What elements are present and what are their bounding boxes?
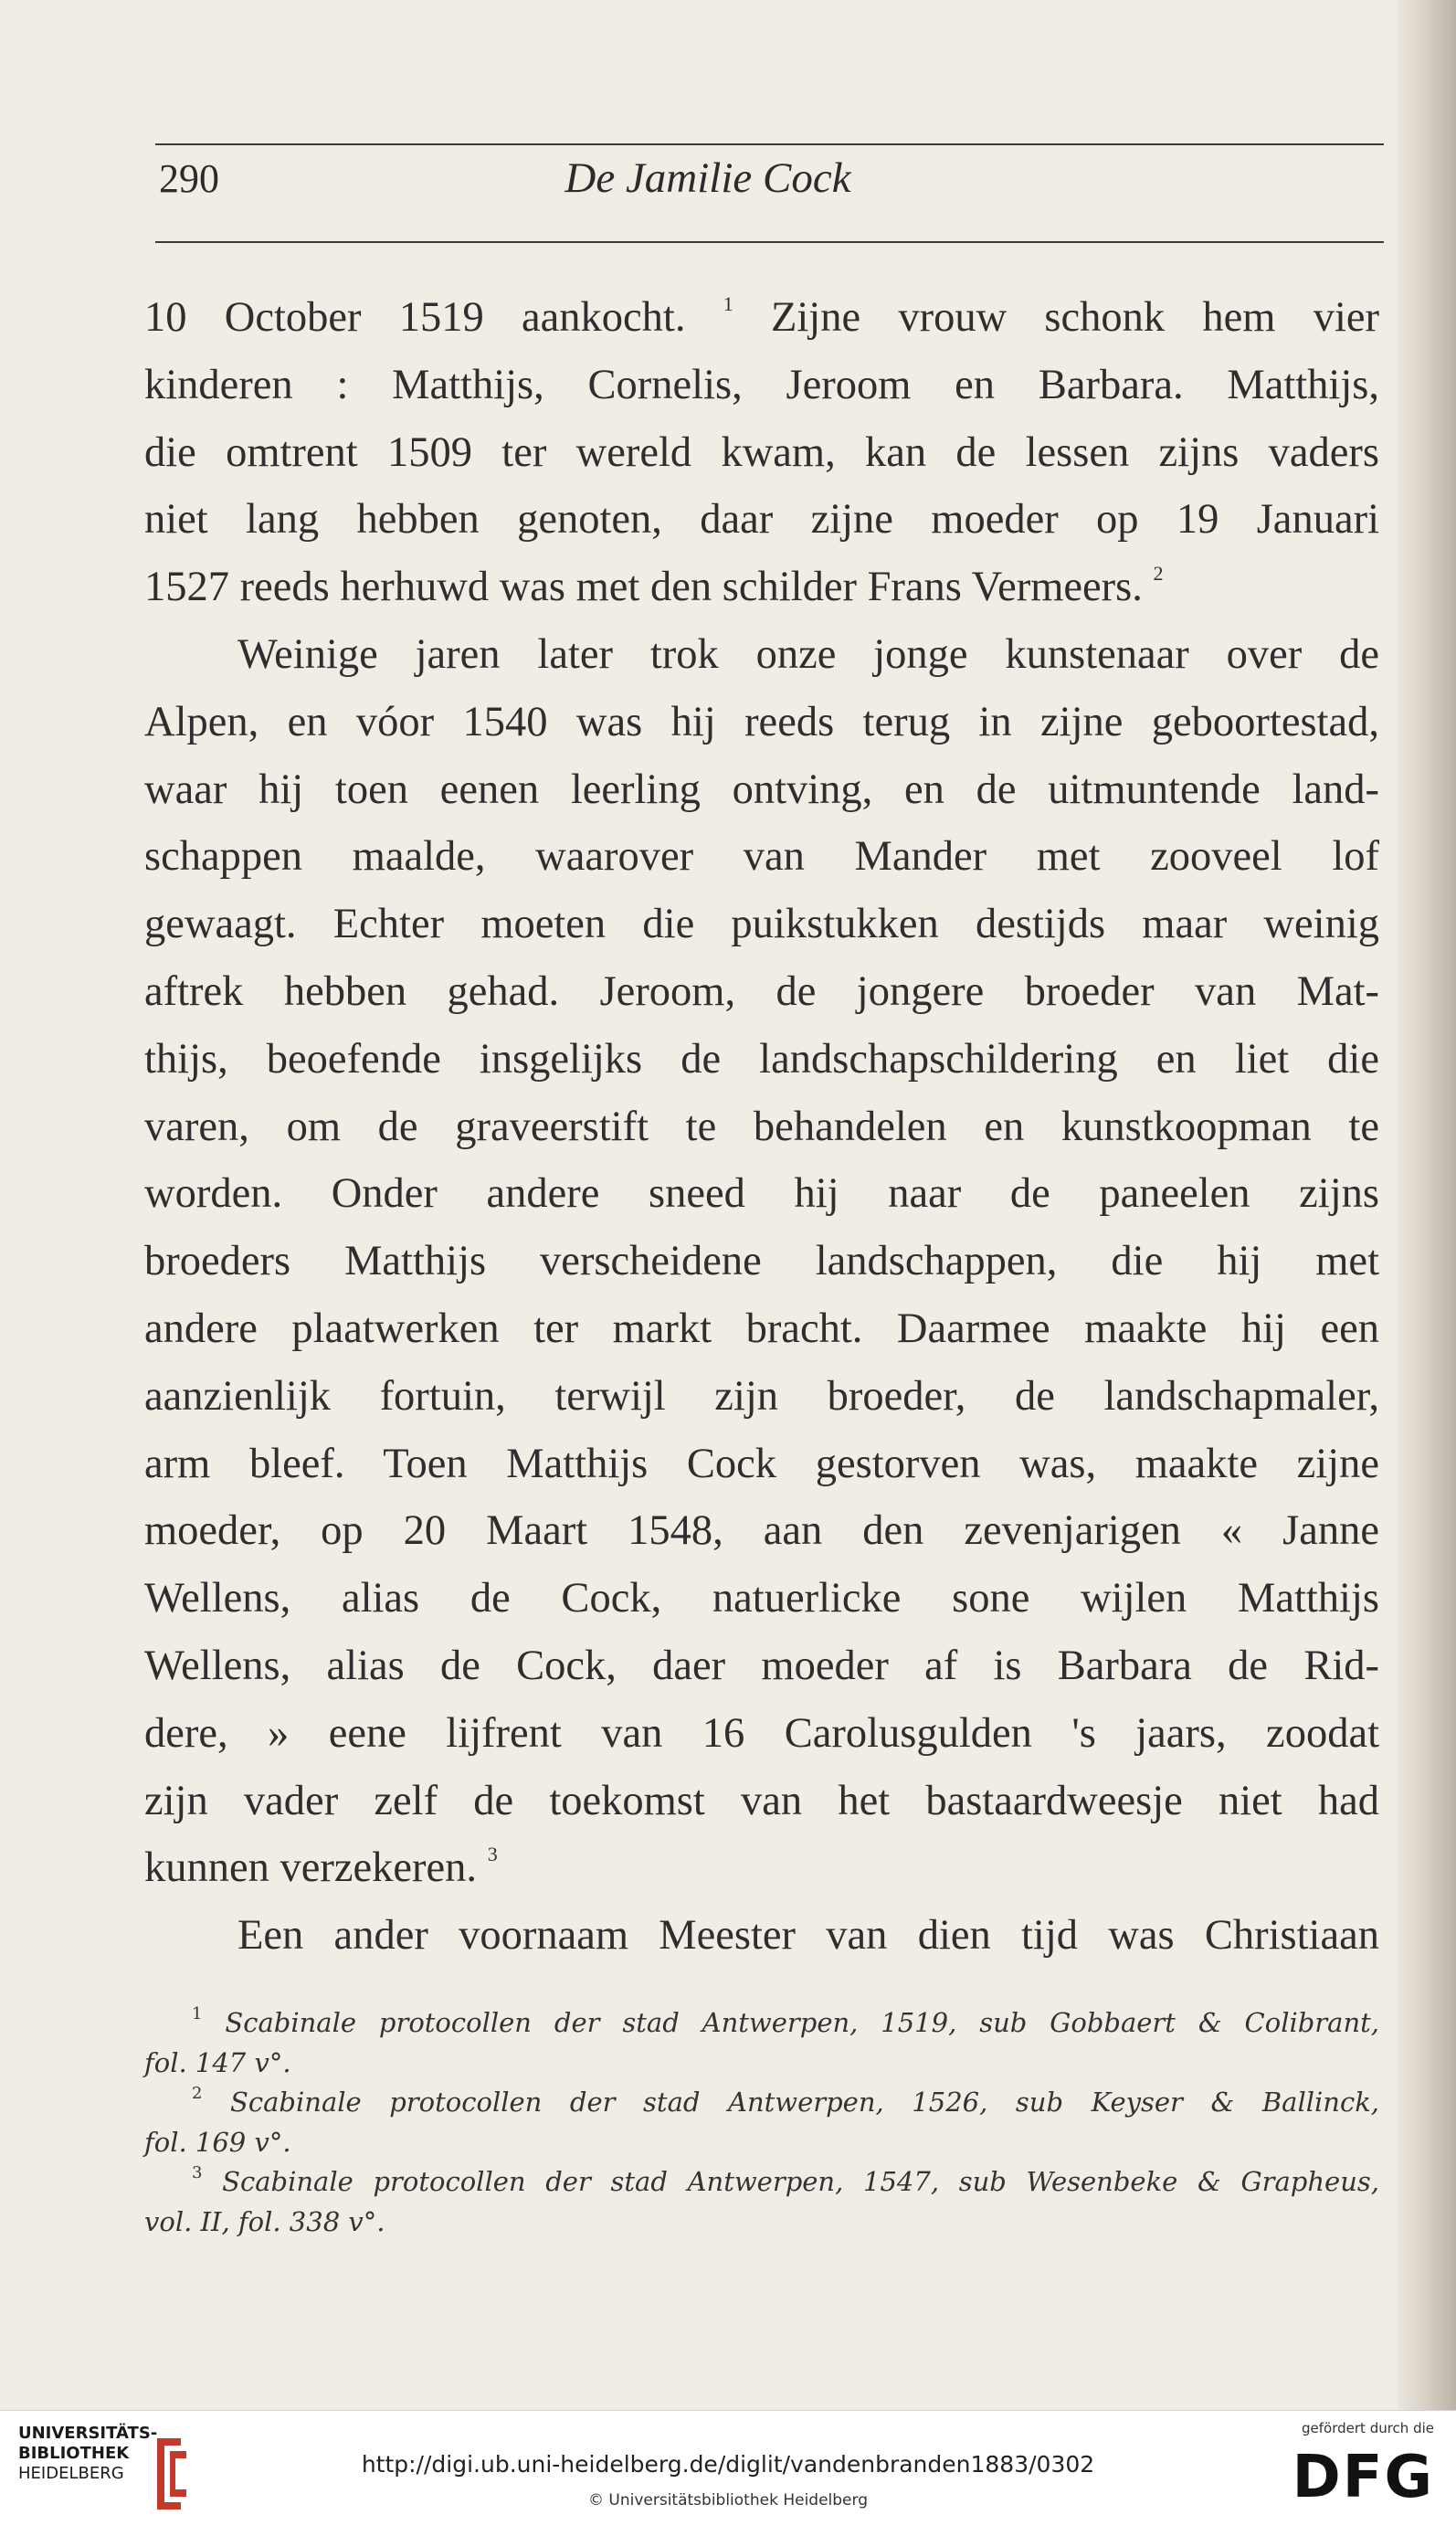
text-line: arm bleef. Toen Matthijs Cock gestorven was, maakte zijne	[144, 1440, 1379, 1487]
text-line: moeder, op 20 Maart 1548, aan den zevenjarigen « Janne	[144, 1507, 1379, 1555]
text-line: aftrek hebben gehad. Jeroom, de jongere broeder van Mat-	[144, 967, 1379, 1015]
footnote-number: 1	[192, 2004, 203, 2024]
footnote-number: 3	[192, 2163, 203, 2182]
text-line: Een ander voornaam Meester van dien tijd was Christiaan	[237, 1912, 1379, 1960]
text-line: zijn vader zelf de toekomst van het bastaardweesje niet had	[144, 1777, 1379, 1824]
text-line: andere plaatwerken ter markt bracht. Daarmee maakte hij een	[144, 1305, 1379, 1352]
text-line: die omtrent 1509 ter wereld kwam, kan de lessen zijns vaders	[144, 428, 1379, 476]
header-rule-top	[155, 143, 1384, 145]
footnotes	[144, 2003, 1379, 2242]
text-line: 10 October 1519 aankocht. $^1$ Zijne vrouw schonk hem vier	[144, 292, 1379, 341]
text-line: Alpen, en vóor 1540 was hij reeds terug in zijne geboortestad,	[144, 698, 1379, 745]
footnote-line: $^1$ Scabinale protocollen der stad Antwerpen, 1519, sub Gobbaert & Colibrant,	[192, 2004, 1380, 2038]
footnote-line: $^3$ Scabinale protocollen der stad Antwerpen, 1547, sub Wesenbeke & Grapheus,	[192, 2163, 1379, 2197]
text-line: kinderen : Matthijs, Cornelis, Jeroom en Barbara. Matthijs,	[144, 361, 1379, 408]
footer-bar	[0, 2410, 1456, 2536]
text-line: schappen maalde, waarover van Mander met zooveel lof	[144, 833, 1379, 881]
header-rule-bottom	[155, 241, 1384, 243]
text-line: kunnen verzekeren. $^3$	[144, 1843, 498, 1892]
footnote-line: vol. II, fol. 338 v°.	[144, 2205, 385, 2237]
library-name: UNIVERSITÄTS- BIBLIOTHEK HEIDELBERG	[18, 2424, 158, 2483]
text-line: gewaagt. Echter moeten die puikstukken destijds maar weinig	[144, 901, 1379, 948]
text-line: waar hij toen eenen leerling ontving, en de uitmuntende land-	[144, 766, 1379, 813]
footnote-number: 2	[192, 2084, 203, 2103]
footnote-ref: 3	[487, 1843, 498, 1866]
text-line: aanzienlijk fortuin, terwijl zijn broeder, de landschapmaler,	[144, 1372, 1379, 1420]
text-line: niet lang hebben genoten, daar zijne moeder op 19 Januari	[144, 496, 1379, 544]
running-title: De Jamilie Cock	[564, 154, 851, 202]
footnote-line: $^2$ Scabinale protocollen der stad Antwerpen, 1526, sub Keyser & Ballinck,	[192, 2084, 1380, 2118]
copyright-text: © Universitätsbibliothek Heidelberg	[587, 2491, 868, 2510]
page-edge-shadow	[1398, 0, 1456, 2410]
text-line: varen, om de graveerstift te behandelen en kunstkoopman te	[144, 1103, 1379, 1150]
text-line: broeders Matthijs verscheidene landschappen, die hij met	[144, 1238, 1379, 1285]
text-line: thijs, beoefende insgelijks de landschapschildering en liet die	[144, 1035, 1379, 1083]
footnote-line: fol. 169 v°.	[144, 2126, 291, 2158]
funding-note: gefördert durch die	[1302, 2420, 1434, 2436]
text-line: Wellens, alias de Cock, natuerlicke sone wijlen Matthijs	[144, 1575, 1379, 1622]
text-line: Wellens, alias de Cock, daer moeder af is Barbara de Rid-	[144, 1642, 1379, 1689]
text-line: 1527 reeds herhuwd was met den schilder Frans Vermeers. $^2$	[144, 562, 1164, 611]
source-url-link[interactable]: http://digi.ub.uni-heidelberg.de/diglit/vandenbranden1883/0302	[361, 2451, 1095, 2478]
footnote-line: fol. 147 v°.	[144, 2046, 291, 2078]
dfg-logo: DFG	[1292, 2444, 1434, 2511]
text-line: dere, » eene lijfrent van 16 Carolusgulden 's jaars, zoodat	[144, 1709, 1379, 1757]
footnote-ref: 2	[1153, 562, 1164, 586]
page-number: 290	[159, 156, 219, 201]
body-text	[144, 284, 1379, 1970]
footnote-ref: 1	[723, 292, 733, 315]
text-line: worden. Onder andere sneed hij naar de paneelen zijns	[144, 1170, 1379, 1218]
text-line: Weinige jaren later trok onze jonge kunstenaar over de	[237, 630, 1379, 678]
